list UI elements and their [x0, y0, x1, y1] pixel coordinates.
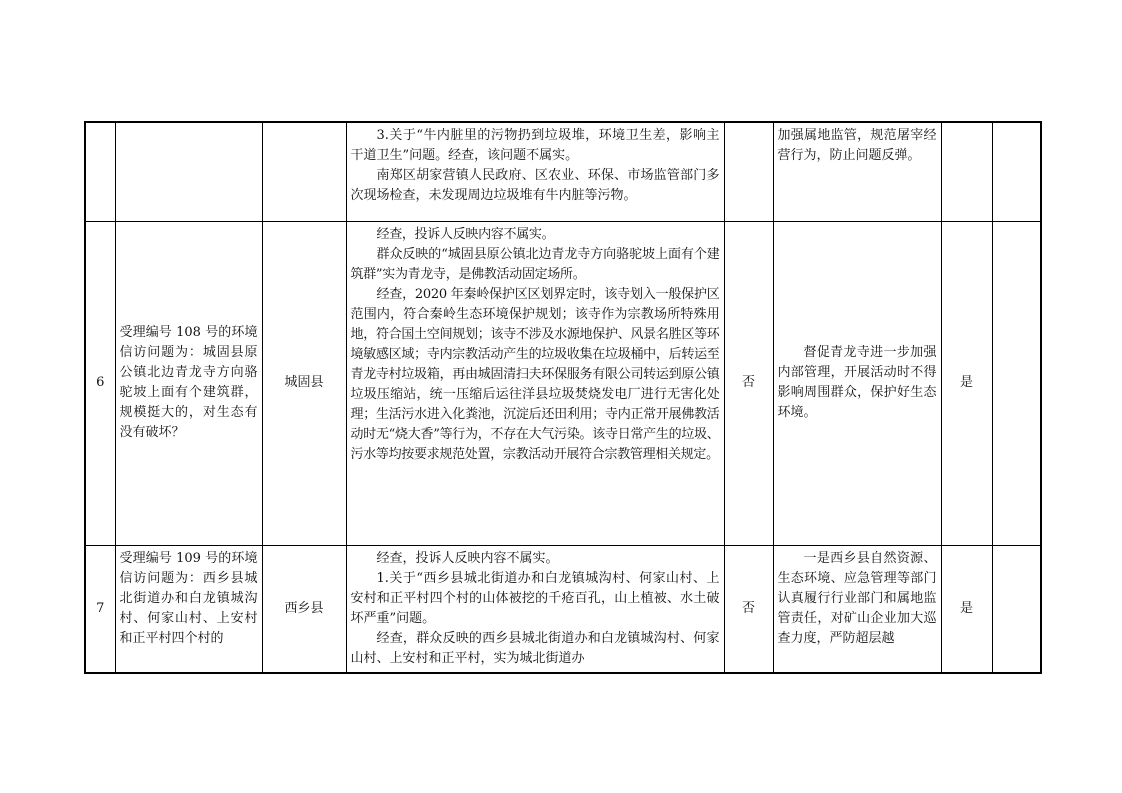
findings-paragraph: 经查，投诉人反映内容不属实。 [376, 226, 555, 242]
valid-cell [724, 122, 773, 221]
measures-text: 加强属地监管，规范屠宰经营行为，防止问题反弹。 [777, 128, 937, 163]
remark-cell [992, 122, 1041, 221]
county-cell [262, 122, 346, 221]
issue-cell [115, 221, 262, 545]
closed-cell: 是 [941, 545, 992, 673]
row-number [85, 122, 115, 221]
valid-cell: 否 [724, 221, 773, 545]
measures-cell [773, 221, 941, 545]
valid-cell: 否 [724, 545, 773, 673]
issue-cell [115, 545, 262, 673]
findings-paragraph: 经查，投诉人反映内容不属实。 [376, 550, 559, 566]
row-number: 7 [85, 545, 115, 673]
closed-cell: 是 [941, 221, 992, 545]
issue-text: 受理编号 109 号的环境信访问题为：西乡县城北街道办和白龙镇城沟村、何家山村、上安村和正平村四个村的 [119, 550, 258, 646]
findings-paragraph: 1.关于“西乡县城北街道办和白龙镇城沟村、何家山村、上安村和正平村四个村的山体被挖的千疮百孔，山上植被、水土破坏严重”问题。 [350, 570, 720, 626]
county-cell: 西乡县 [262, 545, 346, 673]
table-row [85, 545, 1041, 673]
remark-cell [992, 221, 1041, 545]
findings-cell [346, 545, 724, 673]
measures-text: 督促青龙寺进一步加强内部管理，开展活动时不得影响周围群众，保护好生态环境。 [777, 345, 937, 420]
table-row [85, 221, 1041, 545]
findings-paragraph: 经查，群众反映的西乡县城北街道办和白龙镇城沟村、何家山村、上安村和正平村，实为城北街道办 [350, 630, 720, 666]
findings-cell [346, 221, 724, 545]
findings-paragraph: 3.关于“牛内脏里的污物扔到垃圾堆，环境卫生差，影响主干道卫生”问题。经查，该问题不属实。 [350, 128, 720, 163]
issue-cell [115, 122, 262, 221]
measures-cell [773, 545, 941, 673]
closed-cell [941, 122, 992, 221]
findings-paragraph: 经查，2020 年秦岭保护区区划界定时，该寺划入一般保护区范围内，符合秦岭生态环境保护规划；该寺作为宗教场所特殊用地，符合国土空间规划；该寺不涉及水源地保护、风景名胜区等环境敏感区域；寺内宗教活动产生的垃圾收集在垃圾桶中，后转运至青龙寺村垃圾箱，再由城固清扫夫环保服务有限公司转运到原公镇垃圾压缩站，统一压缩后运往洋县垃圾焚烧发电厂进行无害化处理；生活污水进入化粪池，沉淀后还田利用；寺内正常开展佛教活动时无“烧大香”等行为，不存在大气污染。该寺日常产生的垃圾、污水等均按要求规范处置，宗教活动开展符合宗教管理相关规定。 [350, 286, 720, 462]
findings-paragraph: 南郑区胡家营镇人民政府、区农业、环保、市场监管部门多次现场检查，未发现周边垃圾堆有牛内脏等污物。 [350, 168, 720, 203]
findings-cell [346, 122, 724, 221]
issue-text: 受理编号 108 号的环境信访问题为：城固县原公镇北边青龙寺方向骆驼坡上面有个建筑群，规模挺大的，对生态有没有破坏？ [119, 325, 258, 440]
row-number: 6 [85, 221, 115, 545]
county-cell: 城固县 [262, 221, 346, 545]
complaint-table [84, 121, 1042, 674]
remark-cell [992, 545, 1041, 673]
measures-text: 一是西乡县自然资源、生态环境、应急管理等部门认真履行行业部门和属地监管责任，对矿山企业加大巡查力度，严防超层越 [777, 550, 937, 646]
measures-cell [773, 122, 941, 221]
findings-paragraph: 群众反映的“城固县原公镇北边青龙寺方向骆驼坡上面有个建筑群”实为青龙寺，是佛教活动固定场所。 [350, 246, 720, 282]
table-row [85, 122, 1041, 221]
